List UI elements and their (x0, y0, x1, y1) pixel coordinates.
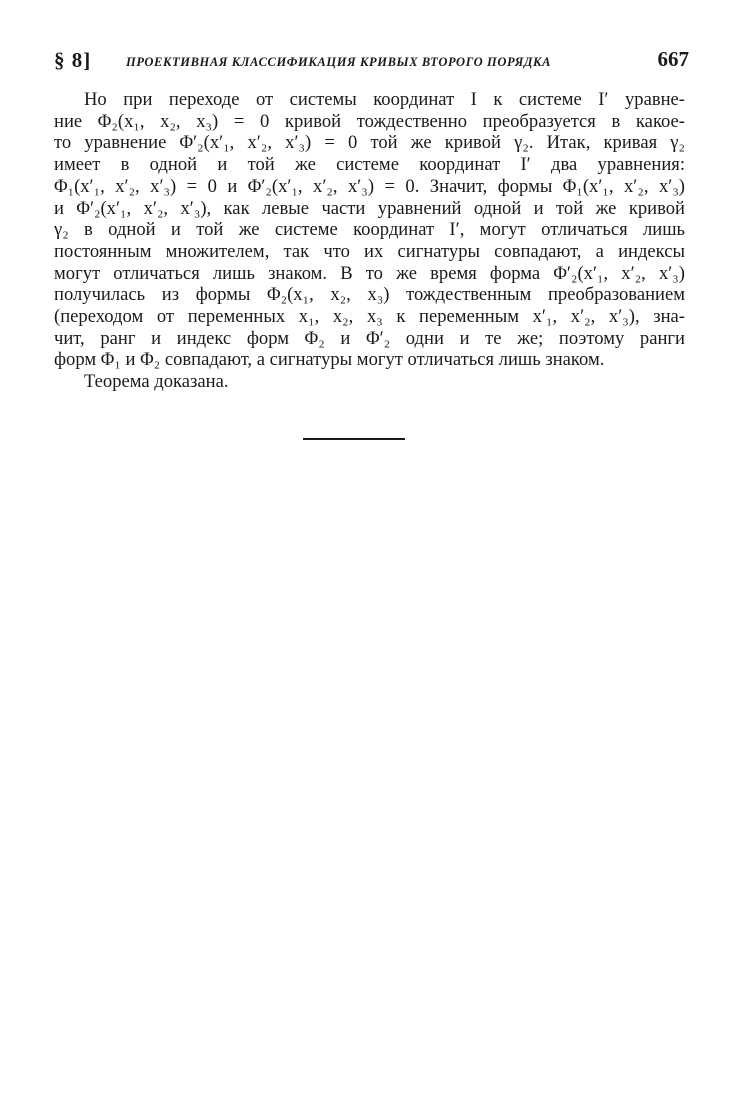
text-line: могут отличаться лишь знаком. В то же время форма Φ′₂(x′₁, x′₂, x′₃) (54, 262, 685, 284)
text-line: имеет в одной и той же системе координат I′ два уравнения: (54, 154, 685, 176)
text-line: чит, ранг и индекс форм Φ₂ и Φ′₂ одни и те же; поэтому ранги (54, 327, 685, 349)
section-mark: § 8] (54, 48, 92, 72)
text-line: и Φ′₂(x′₁, x′₂, x′₃), как левые части уравнений одной и той же кривой (54, 197, 685, 219)
text-line: то уравнение Φ′₂(x′₁, x′₂, x′₃) = 0 той же кривой γ₂. Итак, кривая γ₂ (54, 132, 685, 154)
text-line: получилась из формы Φ₂(x₁, x₂, x₃) тождественным преобразованием (54, 284, 685, 306)
text-line: постоянным множителем, так что их сигнатуры совпадают, а индексы (54, 240, 685, 262)
section-end-rule (303, 438, 405, 440)
text-line: (переходом от переменных x₁, x₂, x₃ к переменным x′₁, x′₂, x′₃), зна- (54, 306, 685, 328)
body-paragraph (54, 89, 685, 393)
text-line: ние Φ₂(x₁, x₂, x₃) = 0 кривой тождественно преобразуется в какое- (54, 110, 685, 132)
closing-sentence: Теорема доказана. (84, 371, 229, 393)
text-line: γ₂ в одной и той же системе координат I′, могут отличаться лишь (54, 219, 685, 241)
text-line: Но при переходе от системы координат I к системе I′ уравне- (84, 89, 685, 110)
page-number: 667 (657, 47, 689, 71)
text-line: Φ₁(x′₁, x′₂, x′₃) = 0 и Φ′₂(x′₁, x′₂, x′₃) = 0. Значит, формы Φ₁(x′₁, x′₂, x′₃) (54, 175, 685, 197)
text-line: форм Φ₁ и Φ₂ совпадают, а сигнатуры могут отличаться лишь знаком. (54, 349, 605, 371)
running-title: ПРОЕКТИВНАЯ КЛАССИФИКАЦИЯ КРИВЫХ ВТОРОГО ПОРЯДКА (126, 55, 552, 69)
running-head (54, 46, 689, 76)
